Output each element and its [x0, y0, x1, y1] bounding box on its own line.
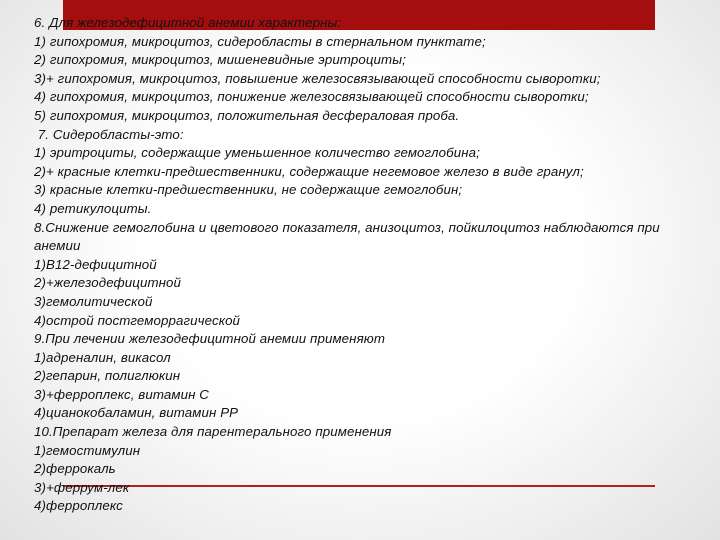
- question-10-option-2: 2)феррокаль: [34, 461, 116, 477]
- question-8-option-1: 1)B12-дефицитной: [34, 256, 157, 272]
- question-6-option-5: 5) гипохромия, микроцитоз, положительная десфераловая проба.: [34, 107, 460, 123]
- question-6-option-1: 1) гипохромия, микроцитоз, сидеробласты в стернальном пунктате;: [34, 33, 486, 49]
- question-9-option-4: 4)цианокобаламин, витамин РР: [34, 405, 239, 421]
- question-8-option-4: 4)острой постгеморрагической: [34, 312, 241, 328]
- question-7-option-3: 3) красные клетки-предшественники, не содержащие гемоглобин;: [34, 182, 463, 198]
- question-9-option-1: 1)адреналин, викасол: [34, 349, 171, 365]
- question-10-option-4: 4)ферроплекс: [34, 498, 123, 514]
- question-9-option-3: 3)+ферроплекс, витамин С: [34, 386, 209, 402]
- question-7-option-2: 2)+ красные клетки-предшественники, содержащие негемовое железо в виде гранул;: [34, 163, 584, 179]
- question-8-option-3: 3)гемолитической: [34, 293, 153, 309]
- question-6-option-2: 2) гипохромия, микроцитоз, мишеневидные эритроциты;: [34, 52, 406, 68]
- question-10-title: 10.Препарат железа для парентерального применения: [34, 424, 392, 440]
- question-7-title: 7. Сидеробласты-это:: [34, 126, 184, 142]
- question-8-title: 8.Снижение гемоглобина и цветового показателя, анизоцитоз, пойкилоцитоз наблюдаются при анемии: [34, 219, 660, 254]
- question-6-option-4: 4) гипохромия, микроцитоз, понижение железосвязывающей способности сыворотки;: [34, 89, 589, 105]
- question-7-option-1: 1) эритроциты, содержащие уменьшенное количество гемоглобина;: [34, 145, 480, 161]
- question-7-option-4: 4) ретикулоциты.: [34, 200, 152, 216]
- question-8-option-2: 2)+железодефицитной: [34, 275, 182, 291]
- question-10-option-3: 3)+феррум-лек: [34, 479, 130, 495]
- question-9-title: 9.При лечении железодефицитной анемии применяют: [34, 331, 386, 347]
- question-6-option-3: 3)+ гипохромия, микроцитоз, повышение железосвязывающей способности сыворотки;: [34, 70, 601, 86]
- question-10-option-1: 1)гемостимулин: [34, 442, 141, 458]
- question-9-option-2: 2)гепарин, полиглюкин: [34, 368, 181, 384]
- question-6-title: 6. Для железодефицитной анемии характерны:: [34, 15, 342, 30]
- quiz-text: [34, 14, 718, 516]
